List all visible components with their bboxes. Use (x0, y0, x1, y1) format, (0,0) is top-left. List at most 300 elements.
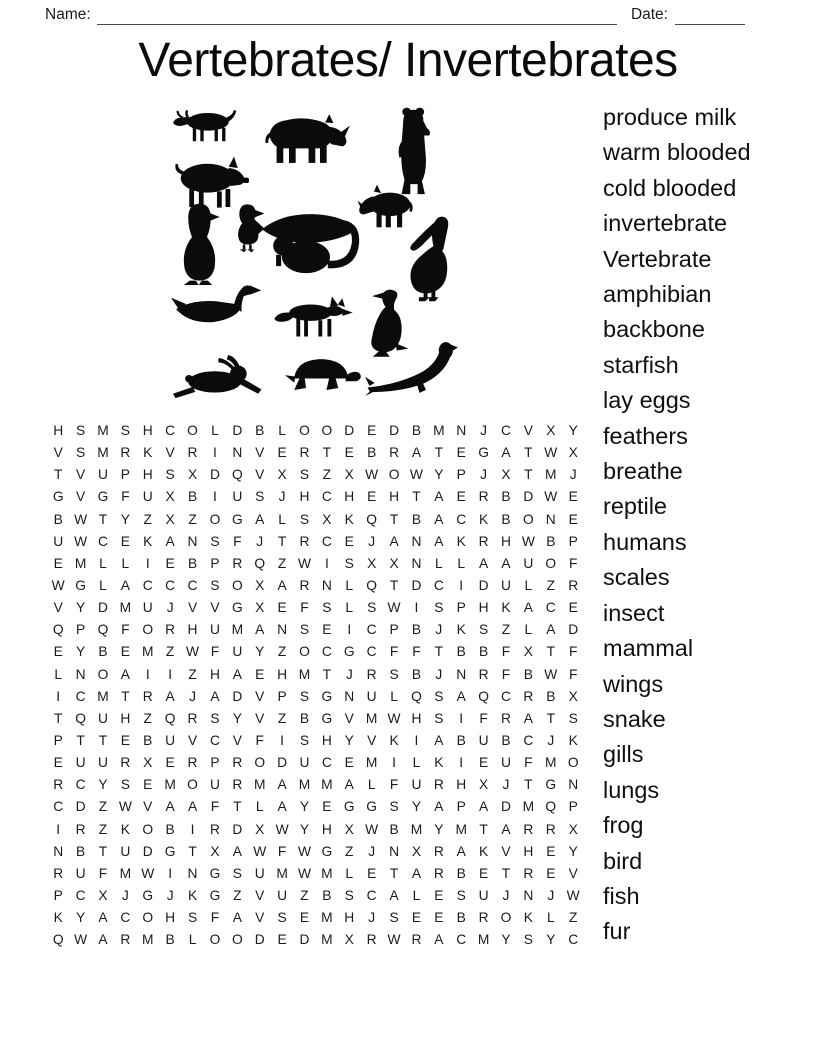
grid-letter: K (344, 511, 354, 527)
grid-letter: S (299, 622, 310, 638)
grid-letter: K (434, 755, 444, 771)
grid-letter: A (434, 533, 444, 549)
grid-letter: U (411, 777, 422, 793)
grid-letter: D (254, 932, 265, 948)
grid-letter: O (209, 932, 221, 948)
goose-silhouette-icon (171, 281, 262, 333)
grid-letter: L (345, 577, 354, 593)
grid-letter: C (456, 511, 467, 527)
grid-letter: R (478, 489, 489, 505)
grid-letter: D (523, 489, 534, 505)
grid-letter: I (56, 821, 61, 837)
grid-letter: U (366, 688, 377, 704)
word-list-item: bird (603, 847, 643, 874)
grid-letter: L (345, 600, 354, 616)
grid-letter: O (142, 910, 154, 926)
grid-letter: F (524, 755, 533, 771)
grid-letter: I (280, 732, 285, 748)
grid-letter: W (297, 555, 311, 571)
grid-letter: R (478, 910, 489, 926)
grid-letter: Y (75, 910, 86, 926)
grid-letter: Q (254, 555, 266, 571)
grid-letter: G (321, 843, 333, 859)
grid-letter: E (568, 511, 578, 527)
grid-letter: B (546, 688, 556, 704)
grid-letter: J (368, 533, 376, 549)
grid-letter: Z (165, 644, 175, 660)
grid-letter: R (523, 865, 534, 881)
grid-letter: B (389, 821, 399, 837)
grid-letter: U (523, 555, 534, 571)
grid-letter: P (277, 688, 287, 704)
grid-letter: A (501, 555, 511, 571)
grid-letter: K (523, 910, 533, 926)
grid-letter: L (121, 555, 130, 571)
grid-letter: U (97, 467, 108, 483)
grid-letter: U (478, 887, 489, 903)
word-list-item: humans (603, 528, 687, 555)
grid-letter: L (367, 777, 376, 793)
grid-letter: S (434, 710, 444, 726)
grid-letter: Y (75, 644, 86, 660)
grid-letter: R (523, 821, 534, 837)
grid-letter: A (120, 577, 130, 593)
grid-letter: M (321, 932, 333, 948)
grid-letter: Q (478, 688, 489, 704)
grid-letter: F (121, 489, 130, 505)
grid-letter: N (187, 865, 198, 881)
grid-letter: R (501, 710, 511, 726)
grid-letter: T (98, 511, 108, 527)
grid-letter: A (456, 843, 466, 859)
grid-letter: Y (255, 644, 265, 660)
grid-letter: Q (97, 622, 109, 638)
grid-letter: N (411, 555, 422, 571)
date-label: Date: (630, 6, 668, 23)
grid-letter: S (434, 688, 444, 704)
grid-letter: J (166, 600, 174, 616)
grid-letter: C (366, 644, 377, 660)
grid-letter: J (345, 666, 353, 682)
grid-letter: Q (366, 511, 378, 527)
grid-letter: Z (568, 910, 578, 926)
grid-letter: K (389, 732, 399, 748)
grid-letter: W (365, 467, 379, 483)
grid-letter: J (278, 489, 286, 505)
grid-letter: H (209, 666, 220, 682)
grid-letter: Z (345, 843, 354, 859)
grid-letter: T (389, 577, 399, 593)
grid-letter: I (145, 555, 150, 571)
grid-letter: D (277, 755, 288, 771)
grid-letter: X (210, 843, 220, 859)
grid-letter: C (366, 622, 377, 638)
grid-letter: H (344, 489, 355, 505)
name-blank-line (97, 7, 617, 25)
grid-letter: J (502, 777, 510, 793)
grid-letter: P (210, 755, 220, 771)
grid-letter: Z (233, 887, 242, 903)
grid-letter: D (97, 600, 108, 616)
grid-letter: J (368, 910, 376, 926)
grid-letter: R (433, 777, 444, 793)
grid-letter: Y (434, 821, 444, 837)
grid-letter: M (522, 799, 535, 815)
grid-letter: V (75, 467, 86, 483)
grid-letter: I (459, 755, 464, 771)
grid-letter: C (456, 932, 467, 948)
grid-letter: T (53, 710, 63, 726)
word-list-item: snake (603, 705, 666, 732)
grid-letter: E (367, 423, 377, 438)
grid-letter: X (389, 555, 399, 571)
grid-letter: Z (277, 644, 287, 660)
grid-letter: J (435, 622, 443, 638)
grid-letter: V (255, 887, 265, 903)
grid-letter: A (232, 666, 242, 682)
grid-letter: O (187, 777, 198, 793)
grid-letter: L (99, 555, 107, 571)
grid-letter: D (568, 622, 579, 638)
grid-letter: R (433, 865, 444, 881)
date-blank-line (675, 7, 745, 25)
grid-letter: S (232, 865, 242, 881)
grid-letter: Q (52, 932, 64, 948)
grid-letter: A (165, 688, 175, 704)
grid-letter: X (568, 688, 578, 704)
grid-letter: M (545, 467, 557, 483)
grid-letter: R (75, 821, 86, 837)
grid-letter: N (389, 843, 400, 859)
grid-letter: B (255, 423, 265, 438)
grid-letter: X (255, 821, 265, 837)
grid-letter: Y (98, 777, 108, 793)
grid-letter: M (119, 865, 132, 881)
grid-letter: C (433, 577, 444, 593)
grid-letter: T (98, 732, 108, 748)
penguin-silhouette-icon (177, 200, 222, 285)
grid-letter: X (501, 467, 511, 483)
grid-letter: I (168, 865, 173, 881)
grid-letter: H (142, 467, 153, 483)
grid-letter: E (367, 865, 377, 881)
grid-letter: E (165, 555, 175, 571)
grid-letter: R (523, 688, 534, 704)
grid-letter: S (75, 423, 86, 438)
grid-letter: T (501, 865, 511, 881)
grid-letter: W (253, 843, 267, 859)
grid-letter: M (276, 865, 288, 881)
grid-letter: U (209, 622, 220, 638)
grid-letter: S (322, 600, 332, 616)
bear-silhouette-icon (387, 104, 438, 197)
grid-letter: P (568, 799, 578, 815)
grid-letter: A (456, 688, 466, 704)
grid-letter: U (232, 489, 243, 505)
grid-letter: N (344, 688, 355, 704)
grid-letter: C (165, 577, 176, 593)
word-list-item: reptile (603, 493, 668, 520)
grid-letter: P (456, 467, 466, 483)
grid-letter: M (298, 666, 311, 682)
grid-letter: L (99, 577, 107, 593)
grid-letter: Y (501, 932, 511, 948)
grid-letter: B (411, 622, 422, 638)
name-label: Name: (45, 6, 91, 23)
grid-letter: S (299, 511, 310, 527)
grid-letter: H (165, 910, 176, 926)
grid-letter: D (75, 799, 86, 815)
grid-letter: A (389, 533, 399, 549)
grid-letter: R (366, 666, 377, 682)
grid-letter: W (365, 821, 379, 837)
grid-letter: R (545, 821, 556, 837)
grid-letter: M (119, 600, 132, 616)
grid-letter: B (98, 644, 108, 660)
grid-letter: Y (120, 511, 130, 527)
grid-letter: N (232, 445, 243, 461)
grid-letter: R (120, 445, 131, 461)
grid-letter: G (478, 445, 489, 461)
grid-letter: T (546, 644, 555, 660)
grid-letter: W (387, 932, 401, 948)
grid-letter: Z (143, 511, 152, 527)
fish-silhouette-icon (247, 206, 360, 251)
word-list-item: wings (603, 670, 664, 697)
grid-letter: R (568, 577, 579, 593)
grid-letter: U (501, 755, 511, 771)
grid-letter: M (365, 755, 378, 771)
grid-letter: V (501, 843, 511, 859)
grid-letter: L (412, 887, 421, 903)
grid-letter: M (410, 821, 423, 837)
grid-letter: C (501, 688, 511, 704)
grid-letter: U (97, 755, 108, 771)
grid-letter: J (547, 732, 555, 748)
grid-letter: X (322, 511, 332, 527)
grid-letter: W (544, 666, 558, 682)
grid-letter: J (435, 666, 443, 682)
grid-letter: R (411, 932, 422, 948)
grid-letter: X (479, 777, 489, 793)
word-list-item: frog (603, 812, 644, 839)
grid-letter: A (479, 799, 489, 815)
grid-letter: R (478, 666, 489, 682)
grid-letter: I (213, 489, 217, 505)
grid-letter: A (501, 445, 511, 461)
grid-letter: M (365, 710, 378, 726)
grid-letter: H (120, 710, 131, 726)
grid-letter: H (187, 622, 198, 638)
grid-letter: T (412, 489, 421, 505)
grid-letter: K (501, 600, 511, 616)
grid-letter: A (523, 710, 533, 726)
grid-letter: Z (188, 511, 197, 527)
grid-letter: E (344, 445, 354, 461)
grid-letter: H (478, 600, 489, 616)
grid-letter: H (389, 489, 400, 505)
grid-letter: Y (232, 710, 242, 726)
word-list-item: starfish (603, 351, 679, 378)
grid-letter: X (523, 644, 533, 660)
grid-letter: G (52, 489, 64, 505)
grid-letter: A (389, 887, 399, 903)
grid-letter: E (322, 622, 332, 638)
grid-letter: J (502, 887, 510, 903)
grid-letter: B (411, 511, 422, 527)
grid-letter: D (142, 843, 153, 859)
grid-letter: B (456, 732, 466, 748)
fox-silhouette-icon (273, 292, 354, 339)
runner-duck-silhouette-icon (363, 288, 412, 358)
grid-letter: A (232, 843, 242, 859)
grid-letter: F (300, 600, 309, 616)
rabbit-silhouette-icon (171, 355, 264, 400)
grid-letter: H (523, 843, 534, 859)
grid-letter: Y (568, 423, 578, 438)
grid-letter: Q (545, 799, 557, 815)
grid-letter: I (414, 600, 419, 616)
grid-letter: C (321, 533, 332, 549)
grid-letter: X (98, 887, 108, 903)
grid-letter: I (168, 666, 173, 682)
grid-letter: L (457, 555, 466, 571)
grid-letter: A (434, 732, 444, 748)
grid-letter: C (321, 644, 332, 660)
grid-letter: V (75, 489, 86, 505)
grid-letter: T (524, 445, 533, 461)
word-list-item: breathe (603, 458, 683, 485)
grid-letter: N (523, 887, 534, 903)
word-list (603, 100, 751, 950)
grid-letter: X (344, 467, 354, 483)
grid-letter: R (187, 755, 198, 771)
grid-letter: N (568, 777, 579, 793)
grid-letter: A (277, 799, 287, 815)
grid-letter: F (210, 910, 220, 926)
grid-letter: N (53, 843, 64, 859)
grid-letter: P (456, 600, 466, 616)
turtle-silhouette-icon (283, 351, 362, 394)
grid-letter: E (456, 445, 466, 461)
grid-letter: Q (75, 710, 86, 726)
grid-letter: A (411, 865, 422, 881)
grid-letter: T (524, 777, 533, 793)
grid-letter: D (389, 423, 400, 438)
grid-letter: X (344, 932, 354, 948)
grid-letter: W (387, 710, 401, 726)
grid-letter: X (165, 489, 175, 505)
grid-letter: S (367, 600, 377, 616)
grid-letter: W (297, 843, 311, 859)
grid-letter: K (187, 887, 198, 903)
grid-letter: A (277, 777, 287, 793)
grid-letter: M (164, 777, 176, 793)
grid-letter: B (501, 489, 511, 505)
grid-letter: A (501, 821, 511, 837)
grid-letter: H (501, 533, 511, 549)
grid-letter: V (255, 910, 265, 926)
grid-letter: A (411, 445, 422, 461)
grid-letter: F (277, 843, 287, 859)
grid-letter: O (545, 555, 557, 571)
grid-letter: A (277, 577, 287, 593)
grid-letter: W (74, 932, 88, 948)
grid-letter: Z (143, 710, 152, 726)
squirrel-silhouette-icon (271, 209, 362, 276)
grid-letter: A (232, 910, 242, 926)
grid-letter: N (411, 533, 422, 549)
grid-letter: C (545, 600, 556, 616)
grid-letter: V (53, 600, 63, 616)
grid-letter: S (299, 688, 310, 704)
grid-letter: A (479, 555, 489, 571)
grid-letter: M (253, 777, 266, 793)
grid-letter: C (53, 799, 64, 815)
grid-letter: T (479, 821, 488, 837)
grid-letter: E (120, 644, 130, 660)
grid-letter: O (321, 423, 333, 438)
grid-letter: D (209, 467, 220, 483)
grid-letter: F (210, 644, 220, 660)
grid-letter: E (53, 644, 63, 660)
pig-silhouette-icon (169, 153, 250, 210)
grid-letter: L (345, 865, 354, 881)
grid-letter: W (521, 533, 535, 549)
grid-letter: J (480, 423, 488, 438)
grid-letter: S (210, 533, 220, 549)
grid-letter: M (455, 821, 467, 837)
grid-letter: A (546, 622, 556, 638)
grid-letter: N (277, 622, 288, 638)
grid-letter: R (53, 865, 64, 881)
grid-letter: L (412, 755, 421, 771)
grid-letter: I (392, 755, 396, 771)
grid-letter: E (546, 865, 556, 881)
grid-letter: T (121, 688, 130, 704)
worksheet-header (45, 6, 745, 25)
grid-letter: X (165, 511, 175, 527)
grid-letter: D (299, 932, 310, 948)
grid-letter: H (299, 489, 310, 505)
grid-letter: X (344, 821, 354, 837)
grid-letter: Z (322, 467, 332, 483)
grid-letter: F (98, 865, 108, 881)
grid-letter: M (321, 910, 333, 926)
grid-letter: I (459, 577, 464, 593)
grid-letter: W (118, 799, 132, 815)
grid-letter: C (165, 423, 176, 438)
grid-letter: L (524, 577, 533, 593)
grid-letter: G (209, 865, 221, 881)
grid-letter: E (277, 600, 287, 616)
grid-letter: C (75, 887, 86, 903)
grid-letter: S (389, 910, 399, 926)
grid-letter: T (389, 865, 399, 881)
rhinoceros-silhouette-icon (259, 109, 352, 165)
grid-letter: O (187, 423, 198, 438)
grid-letter: E (255, 666, 265, 682)
grid-letter: B (187, 555, 198, 571)
grid-letter: Q (164, 710, 176, 726)
grid-letter: H (344, 910, 355, 926)
grid-letter: G (321, 710, 333, 726)
pelican-silhouette-icon (404, 214, 451, 302)
grid-letter: U (75, 755, 86, 771)
grid-letter: H (321, 821, 332, 837)
grid-letter: B (165, 821, 175, 837)
grid-letter: I (324, 555, 329, 571)
